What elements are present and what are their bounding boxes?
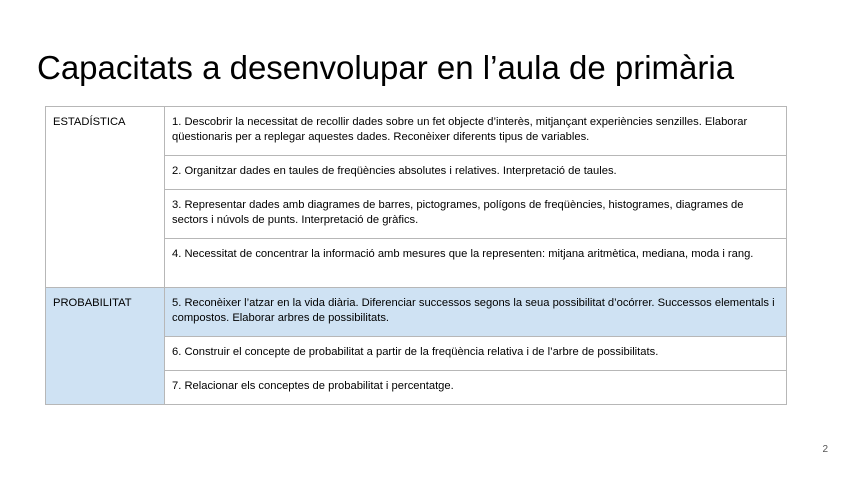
table-row xyxy=(46,288,787,337)
table-cell: 7. Relacionar els conceptes de probabilitat i percentatge. xyxy=(165,371,787,405)
capacities-table xyxy=(45,106,787,405)
table-cell: 6. Construir el concepte de probabilitat a partir de la freqüència relativa i de l’arbre de possibilitats. xyxy=(165,337,787,371)
table-cell-highlighted: 5. Reconèixer l’atzar en la vida diària. Diferenciar successos segons la seua possibilitat d’ocórrer. Successos elementals i compostos. Elaborar arbres de possibilitats. xyxy=(165,288,787,337)
slide-title: Capacitats a desenvolupar en l’aula de primària xyxy=(37,49,735,86)
table-cell: 1. Descobrir la necessitat de recollir dades sobre un fet objecte d’interès, mitjançant experiències senzilles. Elaborar qüestionaris per a replegar aquestes dades. Reconèixer diferents tipus de variables. xyxy=(165,107,787,156)
page-number: 2 xyxy=(822,444,828,455)
category-estadistica: ESTADÍSTICA xyxy=(46,107,165,288)
table-cell: 3. Representar dades amb diagrames de barres, pictogrames, polígons de freqüències, histogrames, diagrames de sectors i núvols de punts. Interpretació de gràfics. xyxy=(165,190,787,239)
table-cell: 4. Necessitat de concentrar la informació amb mesures que la representen: mitjana aritmètica, mediana, moda i rang. xyxy=(165,239,787,288)
category-probabilitat: PROBABILITAT xyxy=(46,288,165,405)
table-row xyxy=(46,107,787,156)
table-cell: 2. Organitzar dades en taules de freqüències absolutes i relatives. Interpretació de taules. xyxy=(165,156,787,190)
